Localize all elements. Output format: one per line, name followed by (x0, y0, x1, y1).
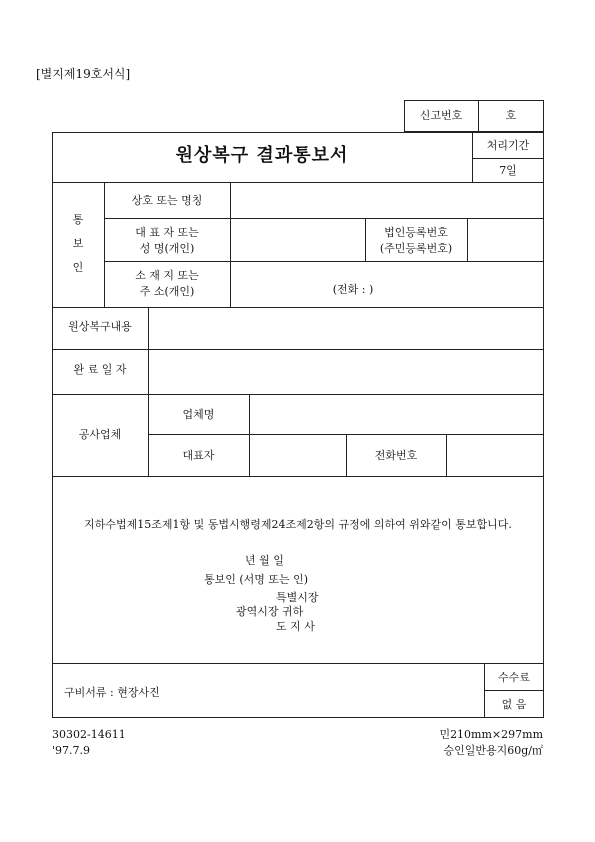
contractor-phone-field[interactable] (447, 435, 543, 475)
corp-number-label-1: 법인등록번호 (384, 226, 448, 239)
restoration-content-field[interactable] (149, 308, 543, 348)
corp-number-field[interactable] (468, 219, 543, 260)
fee-label: 수수료 (498, 671, 530, 684)
completion-date-label: 완 료 일 자 (73, 363, 127, 376)
fee-value: 없 음 (501, 698, 527, 711)
report-number-suffix: 호 (505, 109, 517, 122)
recipient-line-1: 특별시장 (276, 591, 319, 604)
form-title: 원상복구 결과통보서 (175, 145, 349, 166)
paper-type: 승인일반용지60g/㎡ (443, 744, 543, 757)
representative-label-2: 성 명(개인) (139, 242, 195, 255)
representative-field[interactable] (231, 219, 365, 260)
recipient-line-3: 도 지 사 (276, 620, 315, 633)
form-date: '97.7.9 (52, 744, 91, 757)
legal-statement: 지하수법제15조제1항 및 동법시행령제24조제2항의 규정에 의하여 위와같이 통보합니다. (84, 518, 512, 531)
phone-note: (전화 : ) (332, 283, 374, 296)
business-name-field[interactable] (231, 183, 543, 217)
processing-period-value: 7일 (499, 164, 517, 177)
contractor-phone-label: 전화번호 (374, 449, 418, 462)
corp-number-label-2: (주민등록번호) (379, 242, 453, 255)
date-line: 년 월 일 (245, 554, 284, 567)
business-name-label: 상호 또는 명칭 (131, 194, 203, 207)
recipient-line-2: 광역시장 귀하 (236, 605, 304, 618)
company-name-field[interactable] (250, 395, 543, 433)
attachments-note: 구비서류 : 현장사진 (64, 686, 160, 699)
signer-line: 통보인 (서명 또는 인) (204, 573, 309, 586)
company-name-label: 업체명 (182, 408, 215, 421)
contractor-rep-label: 대표자 (182, 449, 215, 462)
report-number-label: 신고번호 (419, 109, 463, 122)
contractor-rep-field[interactable] (250, 435, 346, 475)
notifier-label-2: 보 (72, 237, 84, 250)
completion-date-field[interactable] (149, 350, 543, 393)
restoration-content-label: 원상복구내용 (68, 320, 132, 333)
representative-label-1: 대 표 자 또는 (135, 226, 199, 239)
form-code: 30302-14611 (52, 728, 126, 741)
processing-period-label: 처리기간 (486, 139, 530, 152)
paper-size: 민210mm×297mm (439, 728, 543, 741)
contractor-label: 공사업체 (78, 428, 122, 441)
address-label-1: 소 재 지 또는 (135, 269, 199, 282)
form-label: [별지제19호서식] (36, 67, 131, 81)
notifier-label-3: 인 (72, 261, 84, 274)
address-label-2: 주 소(개인) (139, 285, 195, 298)
notifier-label-1: 통 (72, 213, 84, 226)
